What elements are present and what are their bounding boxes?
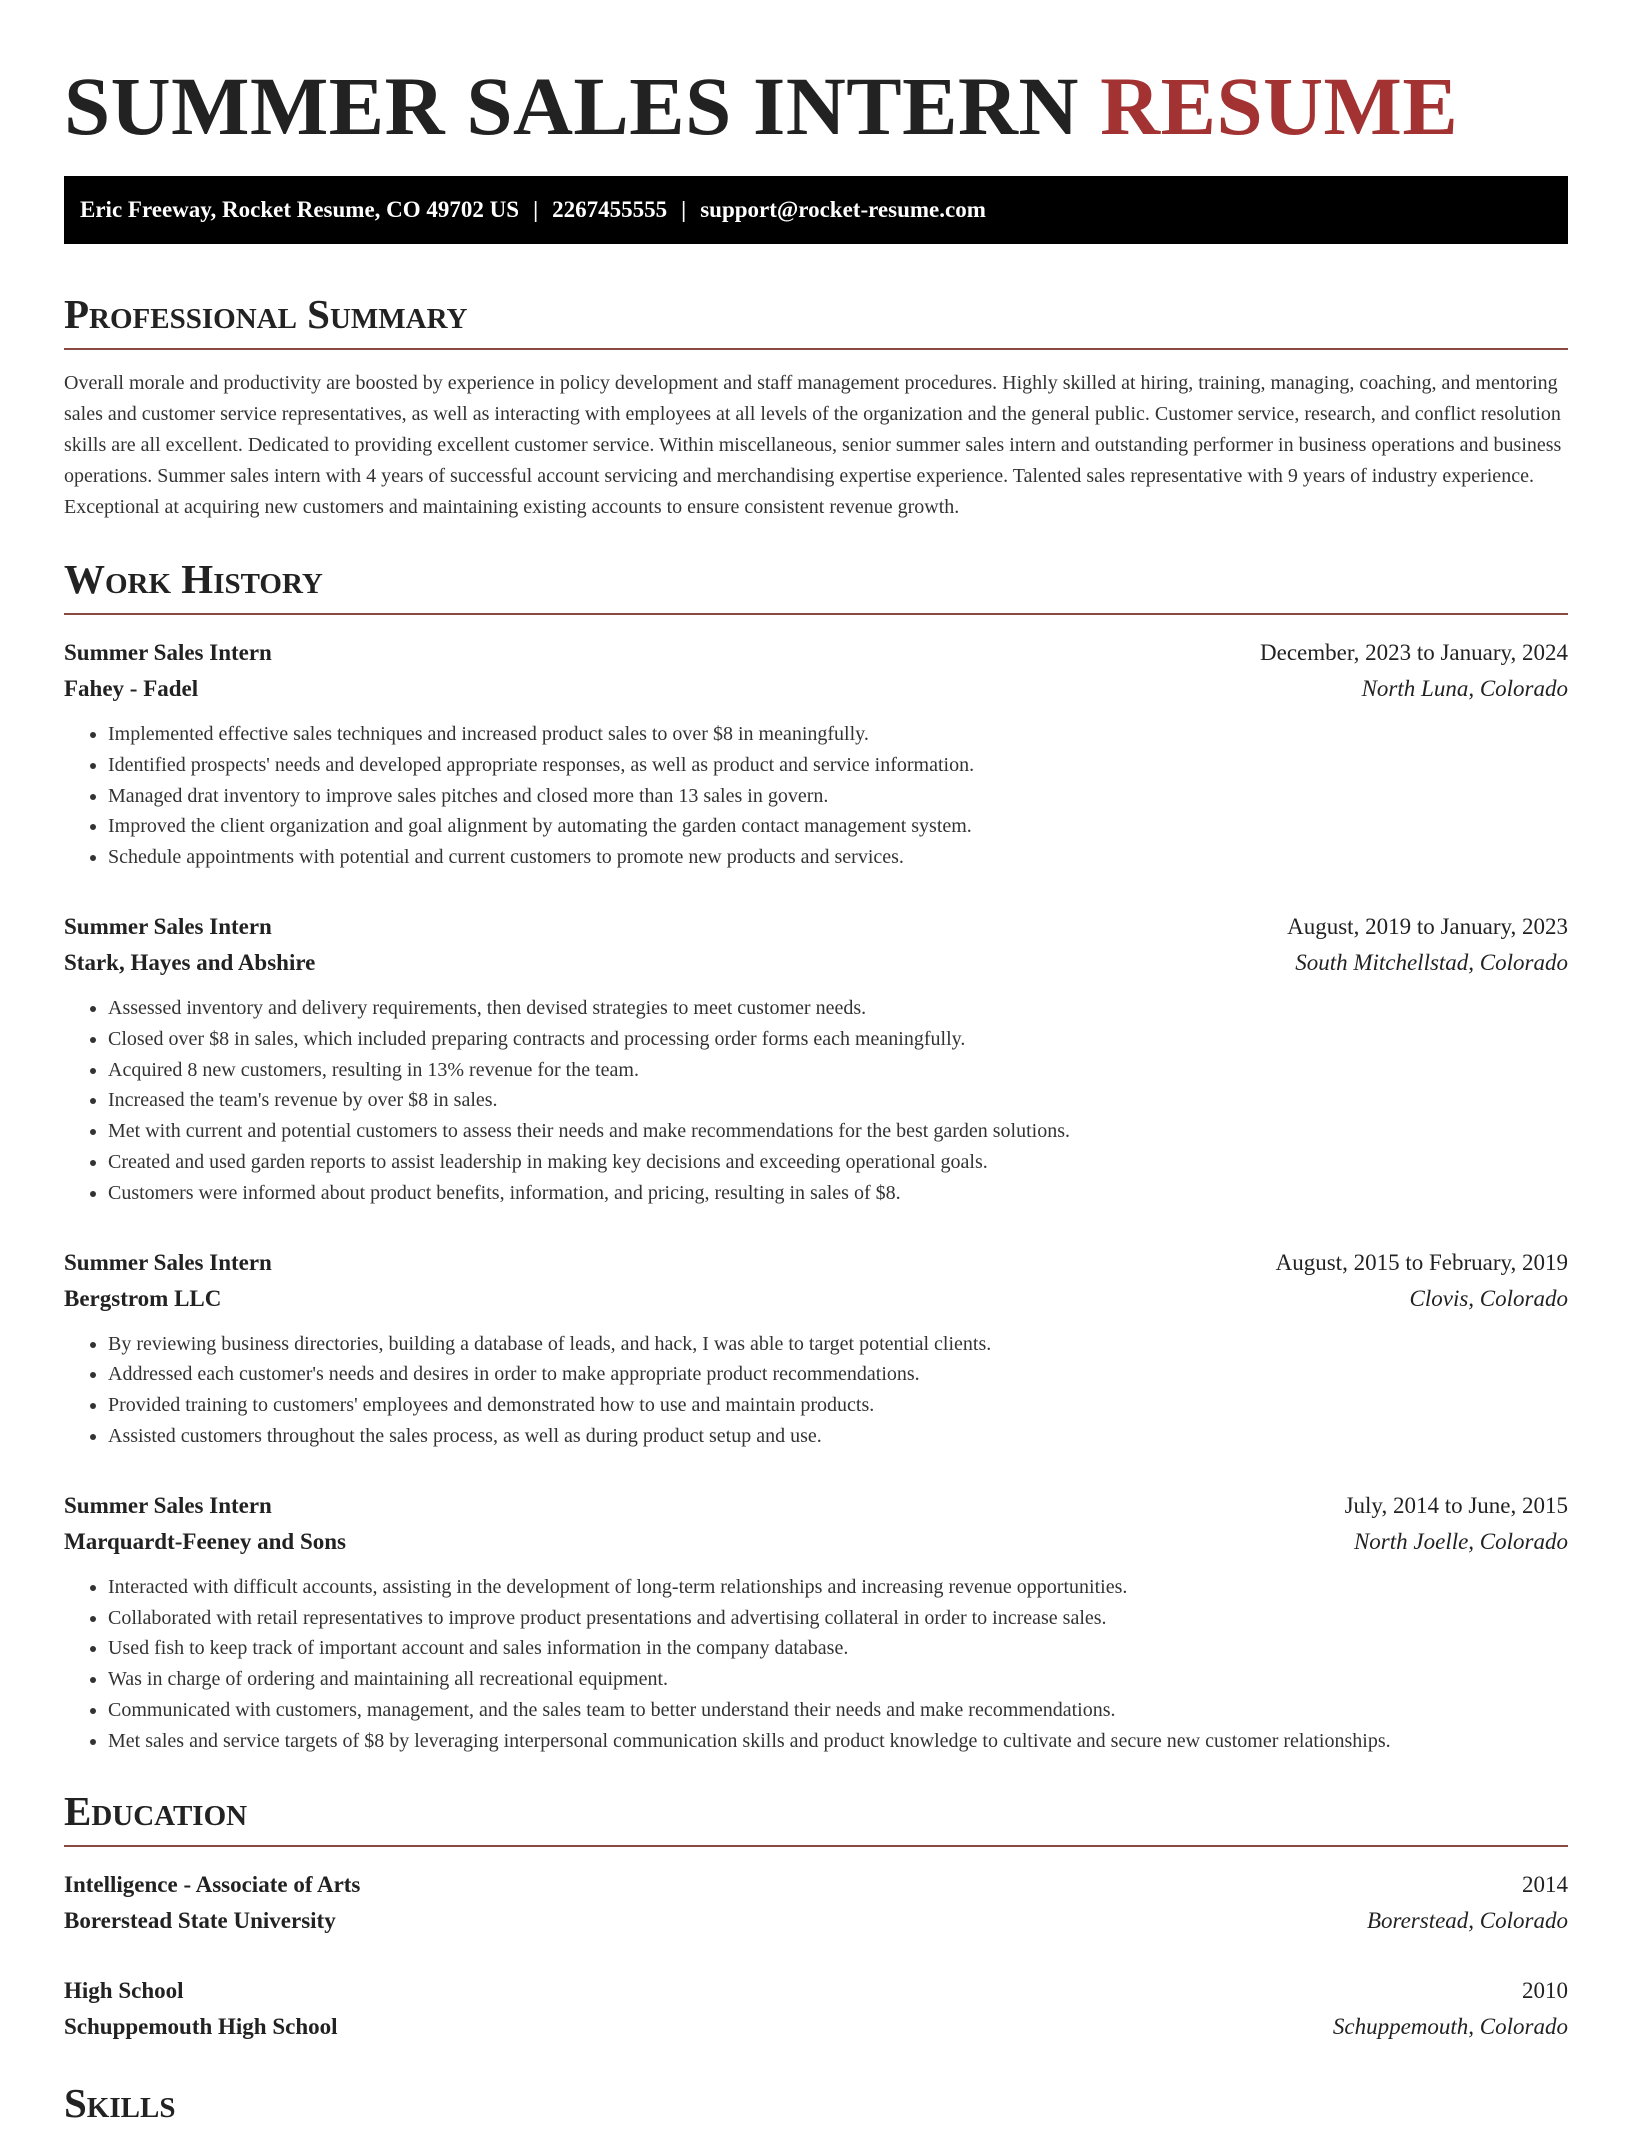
education-year: 2010 bbox=[1522, 1977, 1568, 2003]
job-bullet: • Addressed each customer's needs and desires in order to make appropriate product recommendations. bbox=[108, 1359, 1568, 1390]
job-bullet: • Assisted customers throughout the sales process, as well as during product setup and use. bbox=[108, 1421, 1568, 1452]
title-accent: RESUME bbox=[1100, 60, 1459, 152]
job-bullet: • Acquired 8 new customers, resulting in 13% revenue for the team. bbox=[108, 1055, 1568, 1086]
job-title: Summer Sales Intern bbox=[64, 1249, 272, 1275]
education-section bbox=[64, 1783, 1568, 2045]
job-dates: August, 2019 to January, 2023 bbox=[1287, 913, 1568, 939]
job-bullet: • Assessed inventory and delivery requirements, then devised strategies to meet customer needs. bbox=[108, 993, 1568, 1024]
education-header-row bbox=[64, 1867, 1568, 1903]
job-title: Summer Sales Intern bbox=[64, 913, 272, 939]
job-bullet: • Met sales and service targets of $8 by leveraging interpersonal communication skills and product knowledge to cultivate and secure new customer relationships. bbox=[108, 1726, 1568, 1757]
job-entry bbox=[64, 635, 1568, 873]
job-dates: August, 2015 to February, 2019 bbox=[1275, 1249, 1568, 1275]
job-bullet: • Met with current and potential customers to assess their needs and make recommendations for the best garden solutions. bbox=[108, 1116, 1568, 1147]
job-title: Summer Sales Intern bbox=[64, 1492, 272, 1518]
contact-address: Eric Freeway, Rocket Resume, CO 49702 US bbox=[80, 197, 520, 222]
skills-section bbox=[64, 2075, 1568, 2131]
education-header-row bbox=[64, 1973, 1568, 2009]
section-heading-skills: Skills bbox=[64, 2079, 176, 2126]
job-bullet: • By reviewing business directories, building a database of leads, and hack, I was able to target potential clients. bbox=[108, 1329, 1568, 1360]
contact-separator: | bbox=[681, 197, 687, 222]
education-school-row bbox=[64, 1903, 1568, 1939]
contact-separator: | bbox=[533, 197, 539, 222]
job-company: Bergstrom LLC bbox=[64, 1285, 222, 1311]
job-bullet: • Used fish to keep track of important account and sales information in the company database. bbox=[108, 1633, 1568, 1664]
job-location: North Joelle, Colorado bbox=[1353, 1528, 1568, 1554]
job-entry bbox=[64, 1245, 1568, 1452]
job-bullet: • Closed over $8 in sales, which included preparing contracts and processing order forms each meaningfully. bbox=[108, 1024, 1568, 1055]
job-title: Summer Sales Intern bbox=[64, 640, 272, 665]
education-entry bbox=[64, 1973, 1568, 2045]
education-location: Schuppemouth, Colorado bbox=[1332, 2013, 1568, 2039]
job-entry bbox=[64, 909, 1568, 1209]
job-bullet: • Implemented effective sales techniques and increased product sales to over $8 in meaningfully. bbox=[108, 719, 1568, 750]
job-bullets bbox=[64, 719, 1568, 873]
education-degree: Intelligence - Associate of Arts bbox=[64, 1871, 361, 1897]
section-heading-education: Education bbox=[64, 1787, 248, 1834]
job-bullet: • Increased the team's revenue by over $8 in sales. bbox=[108, 1085, 1568, 1116]
job-company: Stark, Hayes and Abshire bbox=[64, 949, 316, 975]
professional-summary-section bbox=[64, 286, 1568, 523]
contact-bar bbox=[64, 176, 1568, 244]
job-location: South Mitchellstad, Colorado bbox=[1295, 949, 1568, 975]
job-company: Fahey - Fadel bbox=[64, 676, 199, 701]
job-bullet: • Was in charge of ordering and maintaining all recreational equipment. bbox=[108, 1664, 1568, 1695]
job-bullet: • Created and used garden reports to assist leadership in making key decisions and exceeding operational goals. bbox=[108, 1147, 1568, 1178]
job-bullet: • Schedule appointments with potential and current customers to promote new products and services. bbox=[108, 842, 1568, 873]
job-bullet: • Managed drat inventory to improve sales pitches and closed more than 13 sales in govern. bbox=[108, 781, 1568, 812]
section-heading-work: Work History bbox=[64, 556, 323, 602]
job-company-row bbox=[64, 671, 1568, 707]
job-company: Marquardt-Feeney and Sons bbox=[64, 1528, 346, 1554]
job-bullet: • Improved the client organization and goal alignment by automating the garden contact management system. bbox=[108, 811, 1568, 842]
job-bullet: • Collaborated with retail representatives to improve product presentations and advertising collateral in order to increase sales. bbox=[108, 1603, 1568, 1634]
section-divider bbox=[64, 1845, 1568, 1847]
job-bullets bbox=[64, 1329, 1568, 1452]
job-company-row bbox=[64, 1524, 1568, 1560]
education-degree: High School bbox=[64, 1977, 184, 2003]
page-title bbox=[64, 0, 1568, 156]
job-entry bbox=[64, 1488, 1568, 1757]
job-bullet: • Interacted with difficult accounts, assisting in the development of long-term relationships and increasing revenue opportunities. bbox=[108, 1572, 1568, 1603]
education-school: Borerstead State University bbox=[64, 1907, 336, 1933]
job-company-row bbox=[64, 1281, 1568, 1317]
education-school: Schuppemouth High School bbox=[64, 2013, 338, 2039]
job-bullet: • Communicated with customers, management, and the sales team to better understand their needs and make recommendations. bbox=[108, 1695, 1568, 1726]
job-dates: December, 2023 to January, 2024 bbox=[1260, 640, 1568, 665]
job-location: North Luna, Colorado bbox=[1361, 676, 1568, 701]
job-bullet: • Customers were informed about product benefits, information, and pricing, resulting in sales of $8. bbox=[108, 1178, 1568, 1209]
section-divider bbox=[64, 348, 1568, 350]
title-main: SUMMER SALES INTERN bbox=[64, 60, 1079, 152]
job-dates: July, 2014 to June, 2015 bbox=[1344, 1492, 1568, 1518]
job-location: Clovis, Colorado bbox=[1409, 1285, 1568, 1311]
job-bullet: • Identified prospects' needs and developed appropriate responses, as well as product and service information. bbox=[108, 750, 1568, 781]
education-school-row bbox=[64, 2009, 1568, 2045]
education-year: 2014 bbox=[1522, 1871, 1568, 1897]
job-company-row bbox=[64, 945, 1568, 981]
contact-phone: 2267455555 bbox=[552, 197, 668, 222]
summary-text: Overall morale and productivity are boosted by experience in policy development and staff management procedures. Highly skilled at hiring, training, managing, coaching, and mentoring sales and customer service representatives, as well as interacting with employees at all levels of the organization and the general public. Customer service, research, and conflict resolution skills are all excellent. Dedicated to providing excellent customer service. Within miscellaneous, senior summer sales intern and outstanding performer in business operations and business operations. Summer sales intern with 4 years of successful account servicing and merchandising expertise experience. Talented sales representative with 9 years of industry experience. Exceptional at acquiring new customers and maintaining existing accounts to ensure consistent revenue growth. bbox=[64, 372, 1562, 518]
job-header-row bbox=[64, 635, 1568, 671]
section-heading-summary: Professional Summary bbox=[64, 291, 468, 337]
education-entry bbox=[64, 1867, 1568, 1939]
job-bullet: • Provided training to customers' employees and demonstrated how to use and maintain products. bbox=[108, 1390, 1568, 1421]
job-header-row bbox=[64, 1245, 1568, 1281]
contact-email: support@rocket-resume.com bbox=[700, 197, 986, 222]
job-header-row bbox=[64, 1488, 1568, 1524]
job-bullets bbox=[64, 1572, 1568, 1757]
job-header-row bbox=[64, 909, 1568, 945]
section-divider bbox=[64, 613, 1568, 615]
education-location: Borerstead, Colorado bbox=[1366, 1907, 1568, 1933]
work-history-section bbox=[64, 551, 1568, 1757]
job-bullets bbox=[64, 993, 1568, 1209]
